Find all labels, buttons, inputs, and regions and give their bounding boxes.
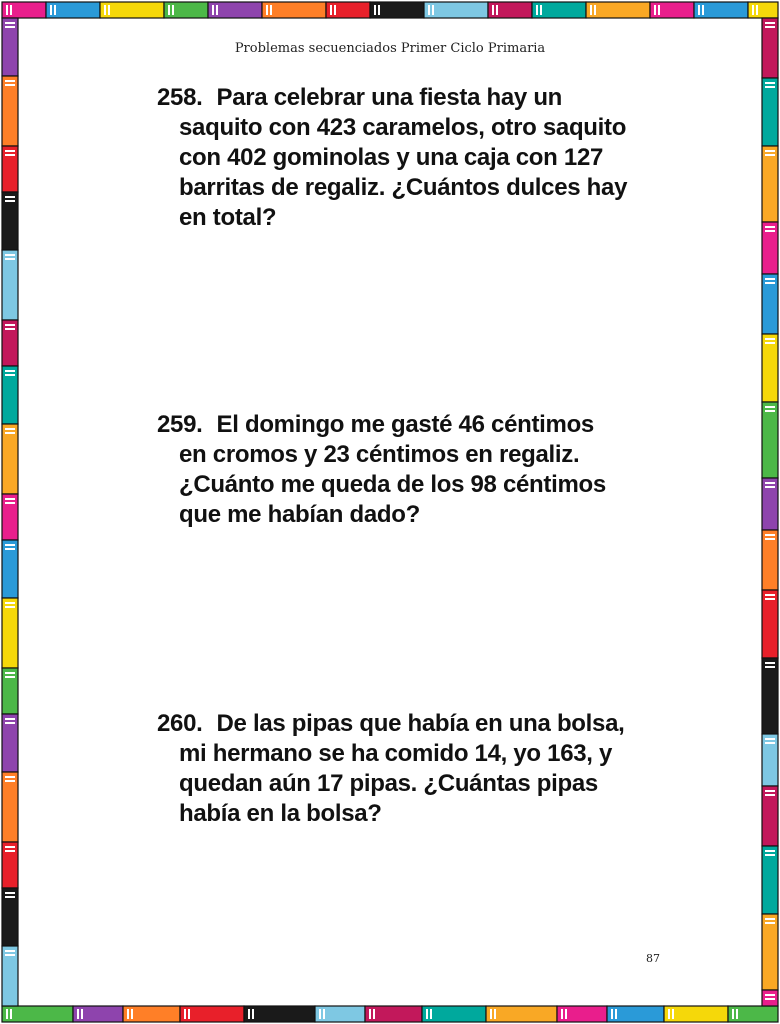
border-segment xyxy=(326,2,370,18)
border-segment xyxy=(164,2,208,18)
problem-text-line: barritas de regaliz. ¿Cuántos dulces hay xyxy=(179,174,628,201)
border-segment xyxy=(73,1006,123,1022)
problem-text-line: quedan aún 17 pipas. ¿Cuántas pipas xyxy=(179,770,598,797)
border-segment xyxy=(2,250,18,320)
border-segment xyxy=(748,2,778,18)
border-segment xyxy=(762,914,778,990)
border-segment xyxy=(2,320,18,366)
border-segment xyxy=(244,1006,315,1022)
border-segment xyxy=(2,714,18,772)
border-segment xyxy=(208,2,262,18)
border-segment xyxy=(46,2,100,18)
border-segment xyxy=(586,2,650,18)
border-segment xyxy=(762,222,778,274)
border-segment xyxy=(2,494,18,540)
border-segment xyxy=(2,946,18,1006)
border-segment xyxy=(488,2,532,18)
border-segment xyxy=(123,1006,180,1022)
border-segment xyxy=(2,2,46,18)
border-segment xyxy=(2,366,18,424)
border-segment xyxy=(664,1006,728,1022)
problem-text-line: en cromos y 23 céntimos en regaliz. xyxy=(179,441,580,468)
border-segment xyxy=(762,478,778,530)
border-segment xyxy=(762,590,778,658)
problem-text-line: Para celebrar una fiesta hay un xyxy=(216,84,563,111)
border-segment xyxy=(762,734,778,786)
border-segment xyxy=(2,772,18,842)
border-segment xyxy=(557,1006,607,1022)
border-segment xyxy=(728,1006,778,1022)
border-segment xyxy=(762,146,778,222)
problem-258 xyxy=(157,83,637,233)
problem-text-line: El domingo me gasté 46 céntimos xyxy=(216,411,594,438)
border-segment xyxy=(2,146,18,192)
border-segment xyxy=(762,990,778,1006)
problem-number: 259. xyxy=(157,411,203,438)
page-header: Problemas secuenciados Primer Ciclo Primaria xyxy=(234,41,546,56)
border-segment xyxy=(2,842,18,888)
problem-number: 260. xyxy=(157,710,203,737)
border-segment xyxy=(762,334,778,402)
border-segment xyxy=(762,402,778,478)
problem-text-line: saquito con 423 caramelos, otro saquito xyxy=(179,114,627,141)
problem-text-line: en total? xyxy=(179,204,277,231)
border-segment xyxy=(2,540,18,598)
border-segment xyxy=(2,1006,73,1022)
border-segment xyxy=(424,2,488,18)
problem-text-line: había en la bolsa? xyxy=(179,800,382,827)
problem-text-line: que me habían dado? xyxy=(179,501,420,528)
border-segment xyxy=(762,78,778,146)
border-segment xyxy=(607,1006,664,1022)
problem-text-line: con 402 gominolas y una caja con 127 xyxy=(179,144,604,171)
problem-260 xyxy=(157,709,637,829)
border-segment xyxy=(2,598,18,668)
border-segment xyxy=(370,2,424,18)
problem-number: 258. xyxy=(157,84,203,111)
border-segment xyxy=(650,2,694,18)
border-segment xyxy=(262,2,326,18)
problem-text-line: mi hermano se ha comido 14, yo 163, y xyxy=(179,740,613,767)
border-segment xyxy=(2,668,18,714)
border-segment xyxy=(486,1006,557,1022)
border-segment xyxy=(762,530,778,590)
border-segment xyxy=(180,1006,244,1022)
border-segment xyxy=(315,1006,365,1022)
problem-text-line: De las pipas que había en una bolsa, xyxy=(216,710,625,737)
border-segment xyxy=(2,192,18,250)
border-segment xyxy=(762,846,778,914)
border-segment xyxy=(694,2,748,18)
border-segment xyxy=(100,2,164,18)
border-segment xyxy=(762,274,778,334)
border-segment xyxy=(762,786,778,846)
border-segment xyxy=(365,1006,422,1022)
problem-text-line: ¿Cuánto me queda de los 98 céntimos xyxy=(179,471,606,498)
border-segment xyxy=(762,658,778,734)
border-segment xyxy=(2,424,18,494)
page-number: 87 xyxy=(646,952,660,965)
border-segment xyxy=(422,1006,486,1022)
border-segment xyxy=(2,888,18,946)
problem-259 xyxy=(157,410,637,530)
border-segment xyxy=(2,76,18,146)
border-segment xyxy=(532,2,586,18)
